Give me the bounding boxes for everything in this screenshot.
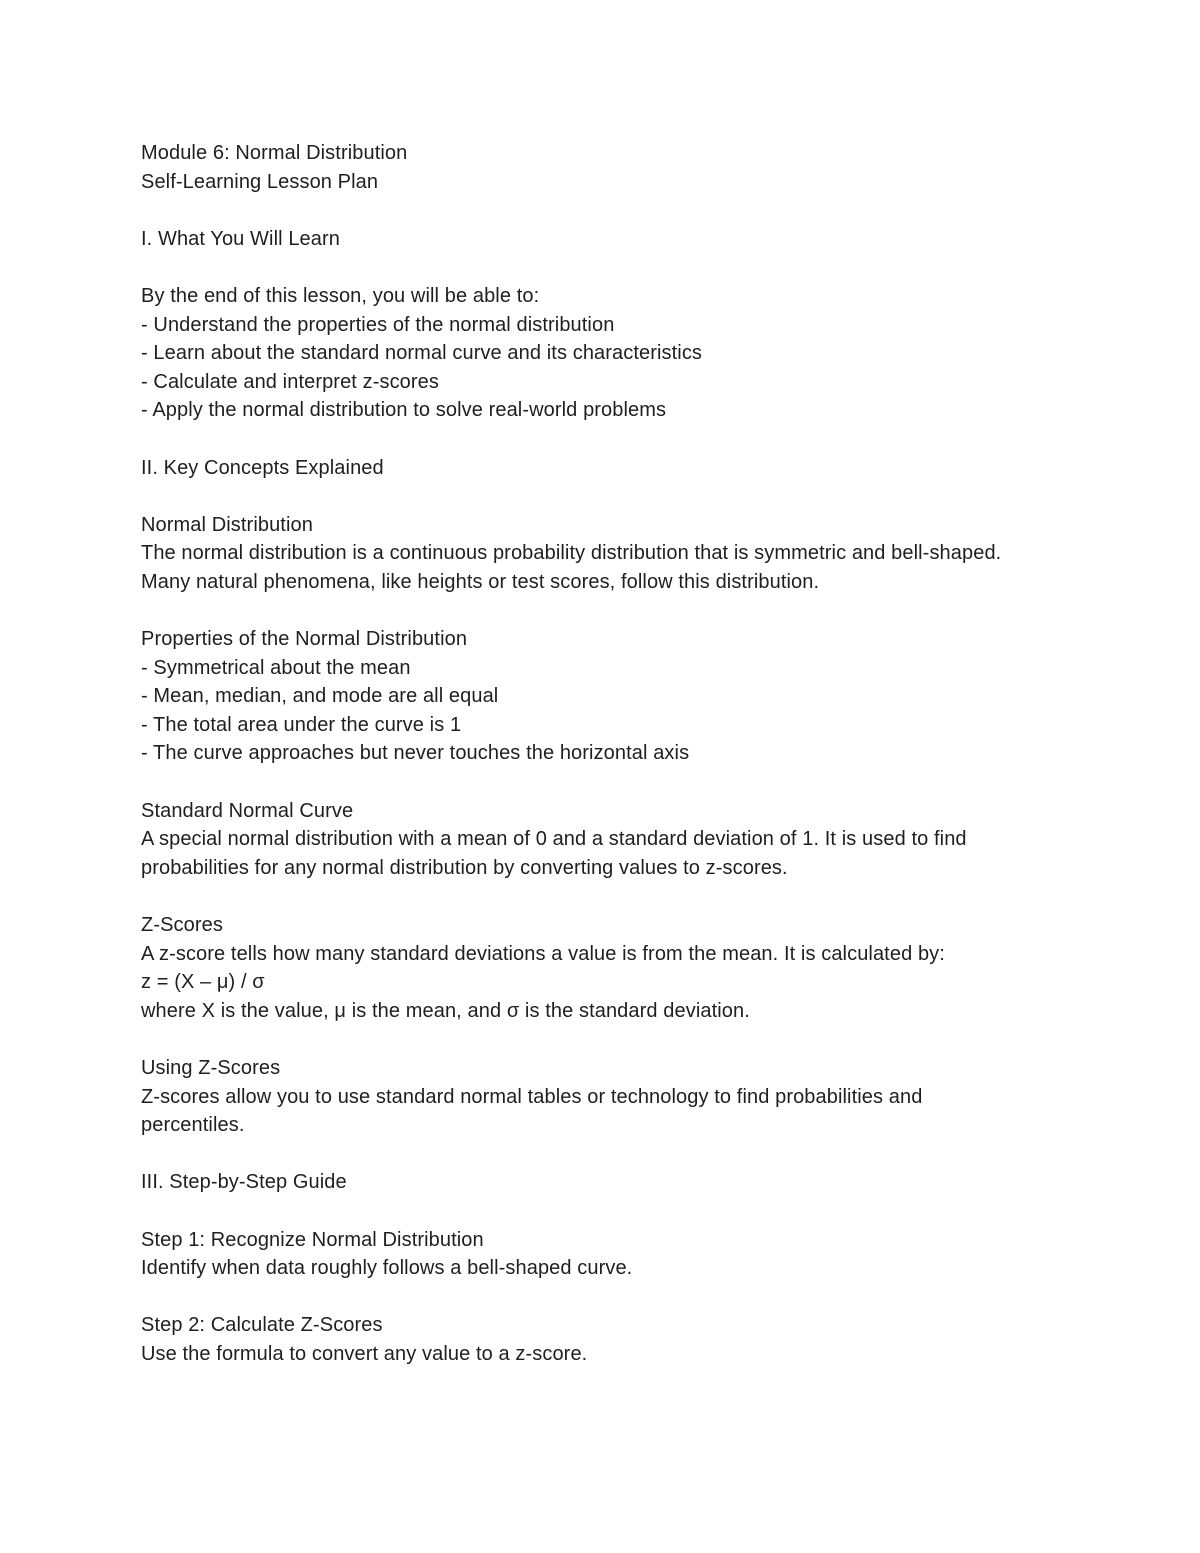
spacer — [141, 253, 1141, 282]
paragraph-line: percentiles. — [141, 1114, 245, 1137]
objective-item: - Understand the properties of the normal distribution — [141, 313, 615, 336]
subheading-normal-distribution: Normal Distribution — [141, 513, 313, 536]
paragraph-line: A special normal distribution with a mean of 0 and a standard deviation of 1. It is used to find — [141, 828, 967, 851]
spacer — [141, 597, 1141, 626]
spacer — [141, 882, 1141, 911]
objective-item: - Calculate and interpret z-scores — [141, 370, 439, 393]
step-text: Use the formula to convert any value to a z-score. — [141, 1342, 588, 1365]
paragraph-line: Many natural phenomena, like heights or test scores, follow this distribution. — [141, 570, 820, 593]
objectives-intro: By the end of this lesson, you will be able to: — [141, 284, 540, 307]
property-item: - The total area under the curve is 1 — [141, 713, 462, 736]
property-item: - Mean, median, and mode are all equal — [141, 685, 499, 708]
spacer — [141, 1197, 1141, 1226]
spacer — [141, 1140, 1141, 1169]
document-title: Module 6: Normal Distribution — [141, 142, 408, 164]
spacer — [141, 768, 1141, 797]
z-score-formula: z = (X – μ) / σ — [141, 971, 265, 994]
section-heading-what-you-will-learn: I. What You Will Learn — [141, 227, 340, 250]
step-heading: Step 1: Recognize Normal Distribution — [141, 1228, 484, 1251]
paragraph-line: where X is the value, μ is the mean, and σ is the standard deviation. — [141, 999, 750, 1022]
paragraph-line: probabilities for any normal distribution by converting values to z-scores. — [141, 856, 788, 879]
paragraph-line: Z-scores allow you to use standard normal tables or technology to find probabilities and — [141, 1085, 923, 1108]
spacer — [141, 1283, 1141, 1312]
spacer — [141, 482, 1141, 511]
subheading-using-z-scores: Using Z-Scores — [141, 1057, 281, 1079]
property-item: - Symmetrical about the mean — [141, 656, 411, 679]
section-heading-step-by-step: III. Step-by-Step Guide — [141, 1171, 347, 1194]
subheading-standard-normal-curve: Standard Normal Curve — [141, 799, 354, 822]
step-heading: Step 2: Calculate Z-Scores — [141, 1314, 383, 1337]
spacer — [141, 1025, 1141, 1054]
spacer — [141, 196, 1141, 225]
objective-item: - Learn about the standard normal curve and its characteristics — [141, 342, 703, 365]
paragraph-line: The normal distribution is a continuous probability distribution that is symmetric and bell-shaped. — [141, 542, 1002, 565]
spacer — [141, 425, 1141, 454]
subheading-properties: Properties of the Normal Distribution — [141, 628, 468, 651]
step-text: Identify when data roughly follows a bell-shaped curve. — [141, 1257, 633, 1280]
document-page — [141, 139, 1141, 1369]
subheading-z-scores: Z-Scores — [141, 914, 223, 937]
objective-item: - Apply the normal distribution to solve real-world problems — [141, 399, 667, 422]
document-subtitle: Self-Learning Lesson Plan — [141, 170, 379, 193]
paragraph-line: A z-score tells how many standard deviations a value is from the mean. It is calculated by: — [141, 942, 945, 965]
section-heading-key-concepts: II. Key Concepts Explained — [141, 456, 384, 479]
property-item: - The curve approaches but never touches the horizontal axis — [141, 742, 690, 765]
